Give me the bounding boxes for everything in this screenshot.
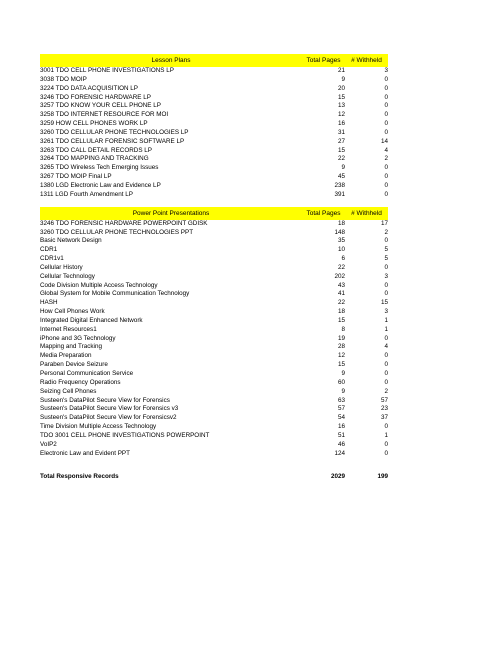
- row-pages: 63: [337, 396, 345, 404]
- row-withheld: 37: [380, 414, 388, 422]
- row-withheld: 15: [380, 299, 388, 307]
- table-row: [40, 379, 388, 388]
- row-withheld: 0: [384, 111, 388, 119]
- row-pages: 391: [334, 190, 345, 198]
- row-name: Radio Frequency Operations: [40, 378, 121, 386]
- row-pages: 238: [334, 181, 345, 189]
- row-withheld: 17: [380, 219, 388, 227]
- table-row: [40, 317, 388, 326]
- row-pages: 15: [337, 146, 345, 154]
- row-pages: 21: [337, 67, 345, 74]
- row-withheld: 0: [384, 352, 388, 360]
- row-withheld: 3: [384, 67, 388, 74]
- row-pages: 27: [337, 137, 345, 145]
- row-withheld: 0: [384, 423, 388, 431]
- row-name: 3246 TDO FORENSIC HARDWARE LP: [40, 93, 151, 101]
- row-pages: 202: [334, 272, 345, 280]
- row-name: Code Division Multiple Access Technology: [40, 281, 158, 289]
- row-pages: 35: [337, 237, 345, 245]
- row-withheld: 0: [384, 181, 388, 189]
- row-pages: 9: [341, 75, 345, 83]
- row-withheld: 0: [384, 102, 388, 110]
- row-withheld: 0: [384, 75, 388, 83]
- row-pages: 148: [334, 228, 345, 236]
- row-withheld: 0: [384, 128, 388, 136]
- row-withheld: 0: [384, 84, 388, 92]
- table-row: [40, 388, 388, 397]
- row-name: 3263 TDO CALL DETAIL RECORDS LP: [40, 146, 152, 154]
- row-withheld: 2: [384, 155, 388, 163]
- row-pages: 57: [337, 405, 345, 413]
- row-name: CDR1v1: [40, 255, 64, 263]
- row-name: 3260 TDO CELLULAR PHONE TECHNOLOGIES LP: [40, 128, 189, 136]
- table-row: [40, 129, 388, 138]
- table-row: [40, 182, 388, 191]
- row-name: HASH: [40, 299, 58, 307]
- row-withheld: 1: [384, 431, 388, 439]
- row-name: 3260 TDO CELLULAR PHONE TECHNOLOGIES PPT: [40, 228, 194, 236]
- table-row: [40, 67, 388, 76]
- row-withheld: 0: [384, 290, 388, 298]
- row-pages: 124: [334, 449, 345, 457]
- table-row: [40, 282, 388, 291]
- row-name: Time Division Multiple Access Technology: [40, 423, 157, 431]
- row-pages: 51: [337, 431, 345, 439]
- header-withheld: # Withheld: [351, 57, 382, 64]
- row-name: Cellular Technology: [40, 272, 95, 280]
- row-pages: 15: [337, 316, 345, 324]
- row-withheld: 0: [384, 164, 388, 172]
- table-row: [40, 441, 388, 450]
- table-row: [40, 290, 388, 299]
- row-withheld: 3: [384, 308, 388, 316]
- table-row: [40, 164, 388, 173]
- header-pages: Total Pages: [306, 57, 341, 64]
- table-row: [40, 405, 388, 414]
- row-withheld: 57: [380, 396, 388, 404]
- row-pages: 13: [337, 102, 345, 110]
- row-withheld: 5: [384, 246, 388, 254]
- row-withheld: 0: [384, 263, 388, 271]
- row-withheld: 0: [384, 370, 388, 377]
- row-pages: 22: [337, 155, 345, 163]
- table-row: [40, 264, 388, 273]
- row-withheld: 3: [384, 272, 388, 280]
- row-name: Seizing Cell Phones: [40, 387, 97, 395]
- table-row: [40, 138, 388, 147]
- row-pages: 18: [337, 308, 345, 316]
- row-withheld: 0: [384, 120, 388, 128]
- table-row: [40, 155, 388, 164]
- row-pages: 6: [341, 255, 345, 263]
- total-label: Total Responsive Records: [40, 473, 119, 481]
- lesson-plans-rows: [40, 67, 388, 200]
- table-row: [40, 229, 388, 238]
- presentations-header: [40, 207, 388, 220]
- presentations-rows: [40, 220, 388, 459]
- table-row: [40, 76, 388, 85]
- row-name: Personal Communication Service: [40, 370, 134, 377]
- table-row: [40, 120, 388, 129]
- table-row: [40, 237, 388, 246]
- row-pages: 18: [337, 219, 345, 227]
- table-row: [40, 102, 388, 111]
- row-pages: 20: [337, 84, 345, 92]
- row-name: 3267 TDO MOIP Final LP: [40, 173, 112, 181]
- table-row: [40, 273, 388, 282]
- header-withheld: # Withheld: [351, 209, 382, 217]
- row-withheld: 0: [384, 190, 388, 198]
- row-withheld: 4: [384, 146, 388, 154]
- row-name: 1380 LGD Electronic Law and Evidence LP: [40, 181, 161, 189]
- table-row: [40, 326, 388, 335]
- row-name: CDR1: [40, 246, 58, 254]
- row-name: iPhone and 3G Technology: [40, 334, 116, 342]
- row-withheld: 0: [384, 440, 388, 448]
- row-withheld: 5: [384, 255, 388, 263]
- row-pages: 54: [337, 414, 345, 422]
- row-withheld: 2: [384, 228, 388, 236]
- row-withheld: 0: [384, 378, 388, 386]
- table-row: [40, 450, 388, 459]
- header-name: Lesson Plans: [151, 57, 191, 64]
- table-row: [40, 246, 388, 255]
- row-withheld: 14: [380, 137, 388, 145]
- row-name: Media Preparation: [40, 352, 92, 360]
- row-withheld: 4: [384, 343, 388, 351]
- table-row: [40, 361, 388, 370]
- spreadsheet: [40, 54, 388, 482]
- header-pages: Total Pages: [306, 209, 341, 217]
- row-name: VoIP2: [40, 440, 57, 448]
- total-pages: 2029: [330, 473, 345, 481]
- row-withheld: 0: [384, 173, 388, 181]
- table-row: [40, 255, 388, 264]
- row-name: 1311 LGD Fourth Amendment LP: [40, 190, 133, 198]
- row-name: How Cell Phones Work: [40, 308, 105, 316]
- table-row: [40, 111, 388, 120]
- row-name: 3001 TDO CELL PHONE INVESTIGATIONS LP: [40, 67, 174, 74]
- row-withheld: 0: [384, 237, 388, 245]
- row-pages: 16: [337, 423, 345, 431]
- table-row: [40, 147, 388, 156]
- table-row: [40, 432, 388, 441]
- row-name: 3224 TDO DATA ACQUISITION LP: [40, 84, 138, 92]
- row-pages: 46: [337, 440, 345, 448]
- row-withheld: 0: [384, 361, 388, 369]
- table-row: [40, 308, 388, 317]
- header-name: Power Point Presentations: [132, 209, 210, 217]
- row-pages: 22: [337, 263, 345, 271]
- row-name: Susteen's DataPilot Secure View for Forensics: [40, 396, 170, 404]
- row-name: TDO 3001 CELL PHONE INVESTIGATIONS POWERPOINT: [40, 431, 210, 439]
- row-name: Electronic Law and Evident PPT: [40, 449, 130, 457]
- row-name: Mapping and Tracking: [40, 343, 102, 351]
- row-name: Internet Resources1: [40, 325, 97, 333]
- row-name: 3258 TDO INTERNET RESOURCE FOR MOI: [40, 111, 169, 119]
- row-pages: 9: [341, 387, 345, 395]
- row-withheld: 1: [384, 325, 388, 333]
- table-row: [40, 423, 388, 432]
- row-pages: 10: [337, 246, 345, 254]
- row-name: 3261 TDO CELLULAR FORENSIC SOFTWARE LP: [40, 137, 185, 145]
- row-pages: 12: [337, 111, 345, 119]
- table-row: [40, 397, 388, 406]
- row-pages: 43: [337, 281, 345, 289]
- row-pages: 16: [337, 120, 345, 128]
- lesson-plans-header: [40, 54, 388, 67]
- row-name: Susteen's DataPilot Secure View for Forensics v3: [40, 405, 179, 413]
- row-name: 3265 TDO Wireless Tech Emerging Issues: [40, 164, 159, 172]
- row-name: Susteen's DataPilot Secure View for Forensicsv2: [40, 414, 177, 422]
- row-pages: 19: [337, 334, 345, 342]
- table-row: [40, 85, 388, 94]
- table-row: [40, 370, 388, 379]
- row-name: Basic Network Design: [40, 237, 102, 245]
- row-name: Paraben Device Seizure: [40, 361, 108, 369]
- total-withheld: 199: [377, 473, 388, 481]
- row-pages: 22: [337, 299, 345, 307]
- table-row: [40, 173, 388, 182]
- row-pages: 8: [341, 325, 345, 333]
- table-row: [40, 220, 388, 229]
- row-pages: 60: [337, 378, 345, 386]
- table-row: [40, 191, 388, 200]
- row-pages: 45: [337, 173, 345, 181]
- row-withheld: 0: [384, 281, 388, 289]
- table-row: [40, 94, 388, 103]
- row-name: 3246 TDO FORENSIC HARDWARE POWERPOINT GDISK: [40, 219, 208, 227]
- row-name: Integrated Digital Enhanced Network: [40, 316, 143, 324]
- row-name: Global System for Mobile Communication Technology: [40, 290, 190, 298]
- row-name: Cellular History: [40, 263, 83, 271]
- row-name: 3264 TDO MAPPING AND TRACKING: [40, 155, 149, 163]
- total-row: [40, 473, 388, 482]
- table-row: [40, 414, 388, 423]
- table-row: [40, 343, 388, 352]
- table-row: [40, 335, 388, 344]
- table-row: [40, 352, 388, 361]
- row-name: 3259 HOW CELL PHONES WORK LP: [40, 120, 148, 128]
- row-pages: 15: [337, 361, 345, 369]
- row-withheld: 0: [384, 93, 388, 101]
- row-pages: 41: [337, 290, 345, 298]
- row-pages: 12: [337, 352, 345, 360]
- row-withheld: 1: [384, 316, 388, 324]
- row-name: 3257 TDO KNOW YOUR CELL PHONE LP: [40, 102, 161, 110]
- row-name: 3038 TDO MOIP: [40, 75, 87, 83]
- row-withheld: 23: [380, 405, 388, 413]
- row-pages: 28: [337, 343, 345, 351]
- row-withheld: 0: [384, 334, 388, 342]
- table-row: [40, 299, 388, 308]
- row-pages: 9: [341, 370, 345, 377]
- row-pages: 15: [337, 93, 345, 101]
- row-withheld: 0: [384, 449, 388, 457]
- row-withheld: 2: [384, 387, 388, 395]
- row-pages: 31: [337, 128, 345, 136]
- row-pages: 9: [341, 164, 345, 172]
